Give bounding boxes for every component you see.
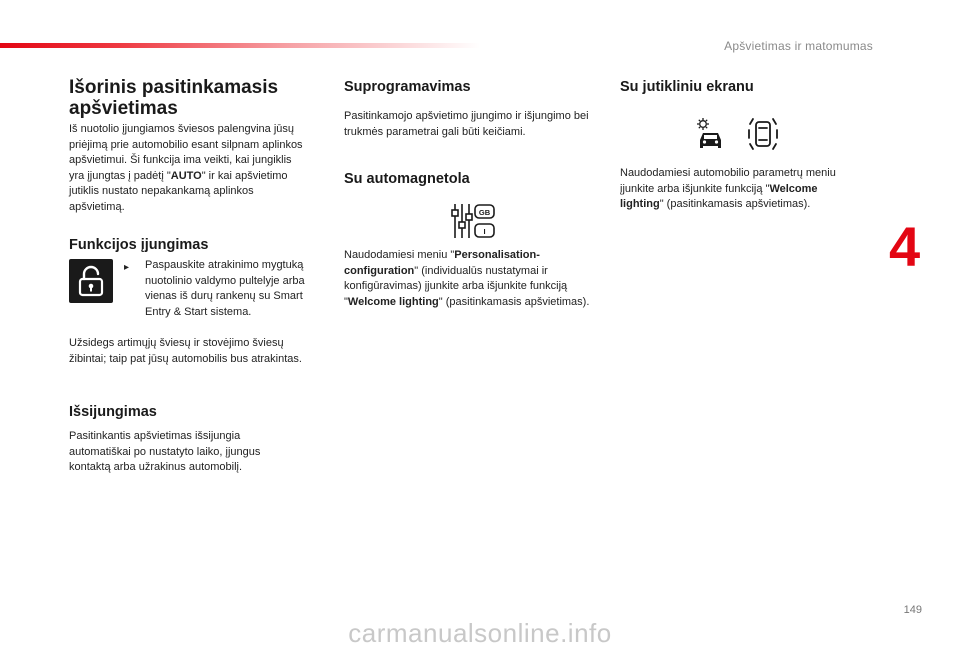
watermark: carmanualsonline.info	[348, 618, 612, 648]
touch-text-b: " (pasitinkamasis apšvietimas).	[659, 198, 811, 211]
deactivation-heading: Išsijungimas	[69, 404, 157, 420]
header-accent-bar	[0, 43, 480, 48]
intro-auto-bold: AUTO	[170, 169, 202, 182]
activation-heading: Funkcijos įjungimas	[69, 237, 209, 253]
car-lights-icon	[745, 116, 781, 152]
unlock-padlock-icon	[69, 259, 113, 303]
bullet-marker: ▸	[124, 262, 130, 273]
activation-note: Užsidegs artimųjų šviesų ir stovėjimo šviesų žibintai; taip pat jūsų automobilis bus atrakintas.	[69, 337, 302, 365]
touch-instructions	[620, 166, 860, 213]
audio-text-a: Naudodamiesi meniu "	[344, 249, 455, 261]
page-heading: Išorinis pasitinkamasis apšvietimas	[69, 77, 279, 119]
unlock-padlock-icon-svg	[69, 259, 113, 303]
intro-paragraph	[69, 122, 309, 216]
deactivation-text: Pasitinkantis apšvietimas išsijungia automatiškai po nustatyto laiko, įjungus kontaktą arba užrakinus automobilį.	[69, 430, 261, 474]
audio-text-b: " (individualūs nustatymai ir konfigūravimas) įjunkite arba išjunkite funkciją "	[344, 264, 568, 308]
intro-text-b: " ir kai apšvietimo jutiklis nustato nepakankamą aplinkos apšvietimą.	[69, 169, 288, 213]
audio-instructions	[344, 248, 594, 310]
icon-label-gb: GB	[478, 207, 491, 217]
touch-screen-heading: Su jutikliniu ekranu	[620, 79, 754, 95]
audio-text-c: " (pasitinkamasis apšvietimas).	[438, 295, 590, 308]
icon-label-i: I	[483, 226, 486, 236]
audio-heading: Su automagnetola	[344, 171, 470, 187]
audio-function-bold: Welcome lighting	[347, 295, 439, 308]
intro-text-a: Iš nuotolio įjungiamos šviesos palengvina jūsų priėjimą prie automobilio esant silpnam aplinkos apšvietimui. Ši funkcija ima veikti, kai jungiklis yra įjungtas į padėtį "	[69, 123, 303, 182]
page-number: 149	[903, 604, 922, 616]
bullet-text: Paspauskite atrakinimo mygtuką nuotolinio valdymo pultelyje arba vienas iš durų rankenų su Smart Entry & Start sistema.	[145, 259, 305, 318]
chapter-number: 4	[889, 215, 921, 278]
car-settings-icon	[693, 116, 729, 152]
audio-menu-bold: Personalisation-configuration	[344, 249, 540, 277]
touch-text-a: Naudodamiesi automobilio parametrų meniu įjunkite arba išjunkite funkciją "	[620, 167, 836, 195]
touch-function-bold: Welcome lighting	[620, 182, 818, 211]
programming-heading: Suprogramavimas	[344, 79, 471, 95]
settings-sliders-icon	[450, 202, 496, 240]
programming-text: Pasitinkamojo apšvietimo įjungimo ir išjungimo bei trukmės parametrai gali būti keičiami.	[344, 110, 589, 138]
section-title: Apšvietimas ir matomumas	[724, 39, 873, 53]
